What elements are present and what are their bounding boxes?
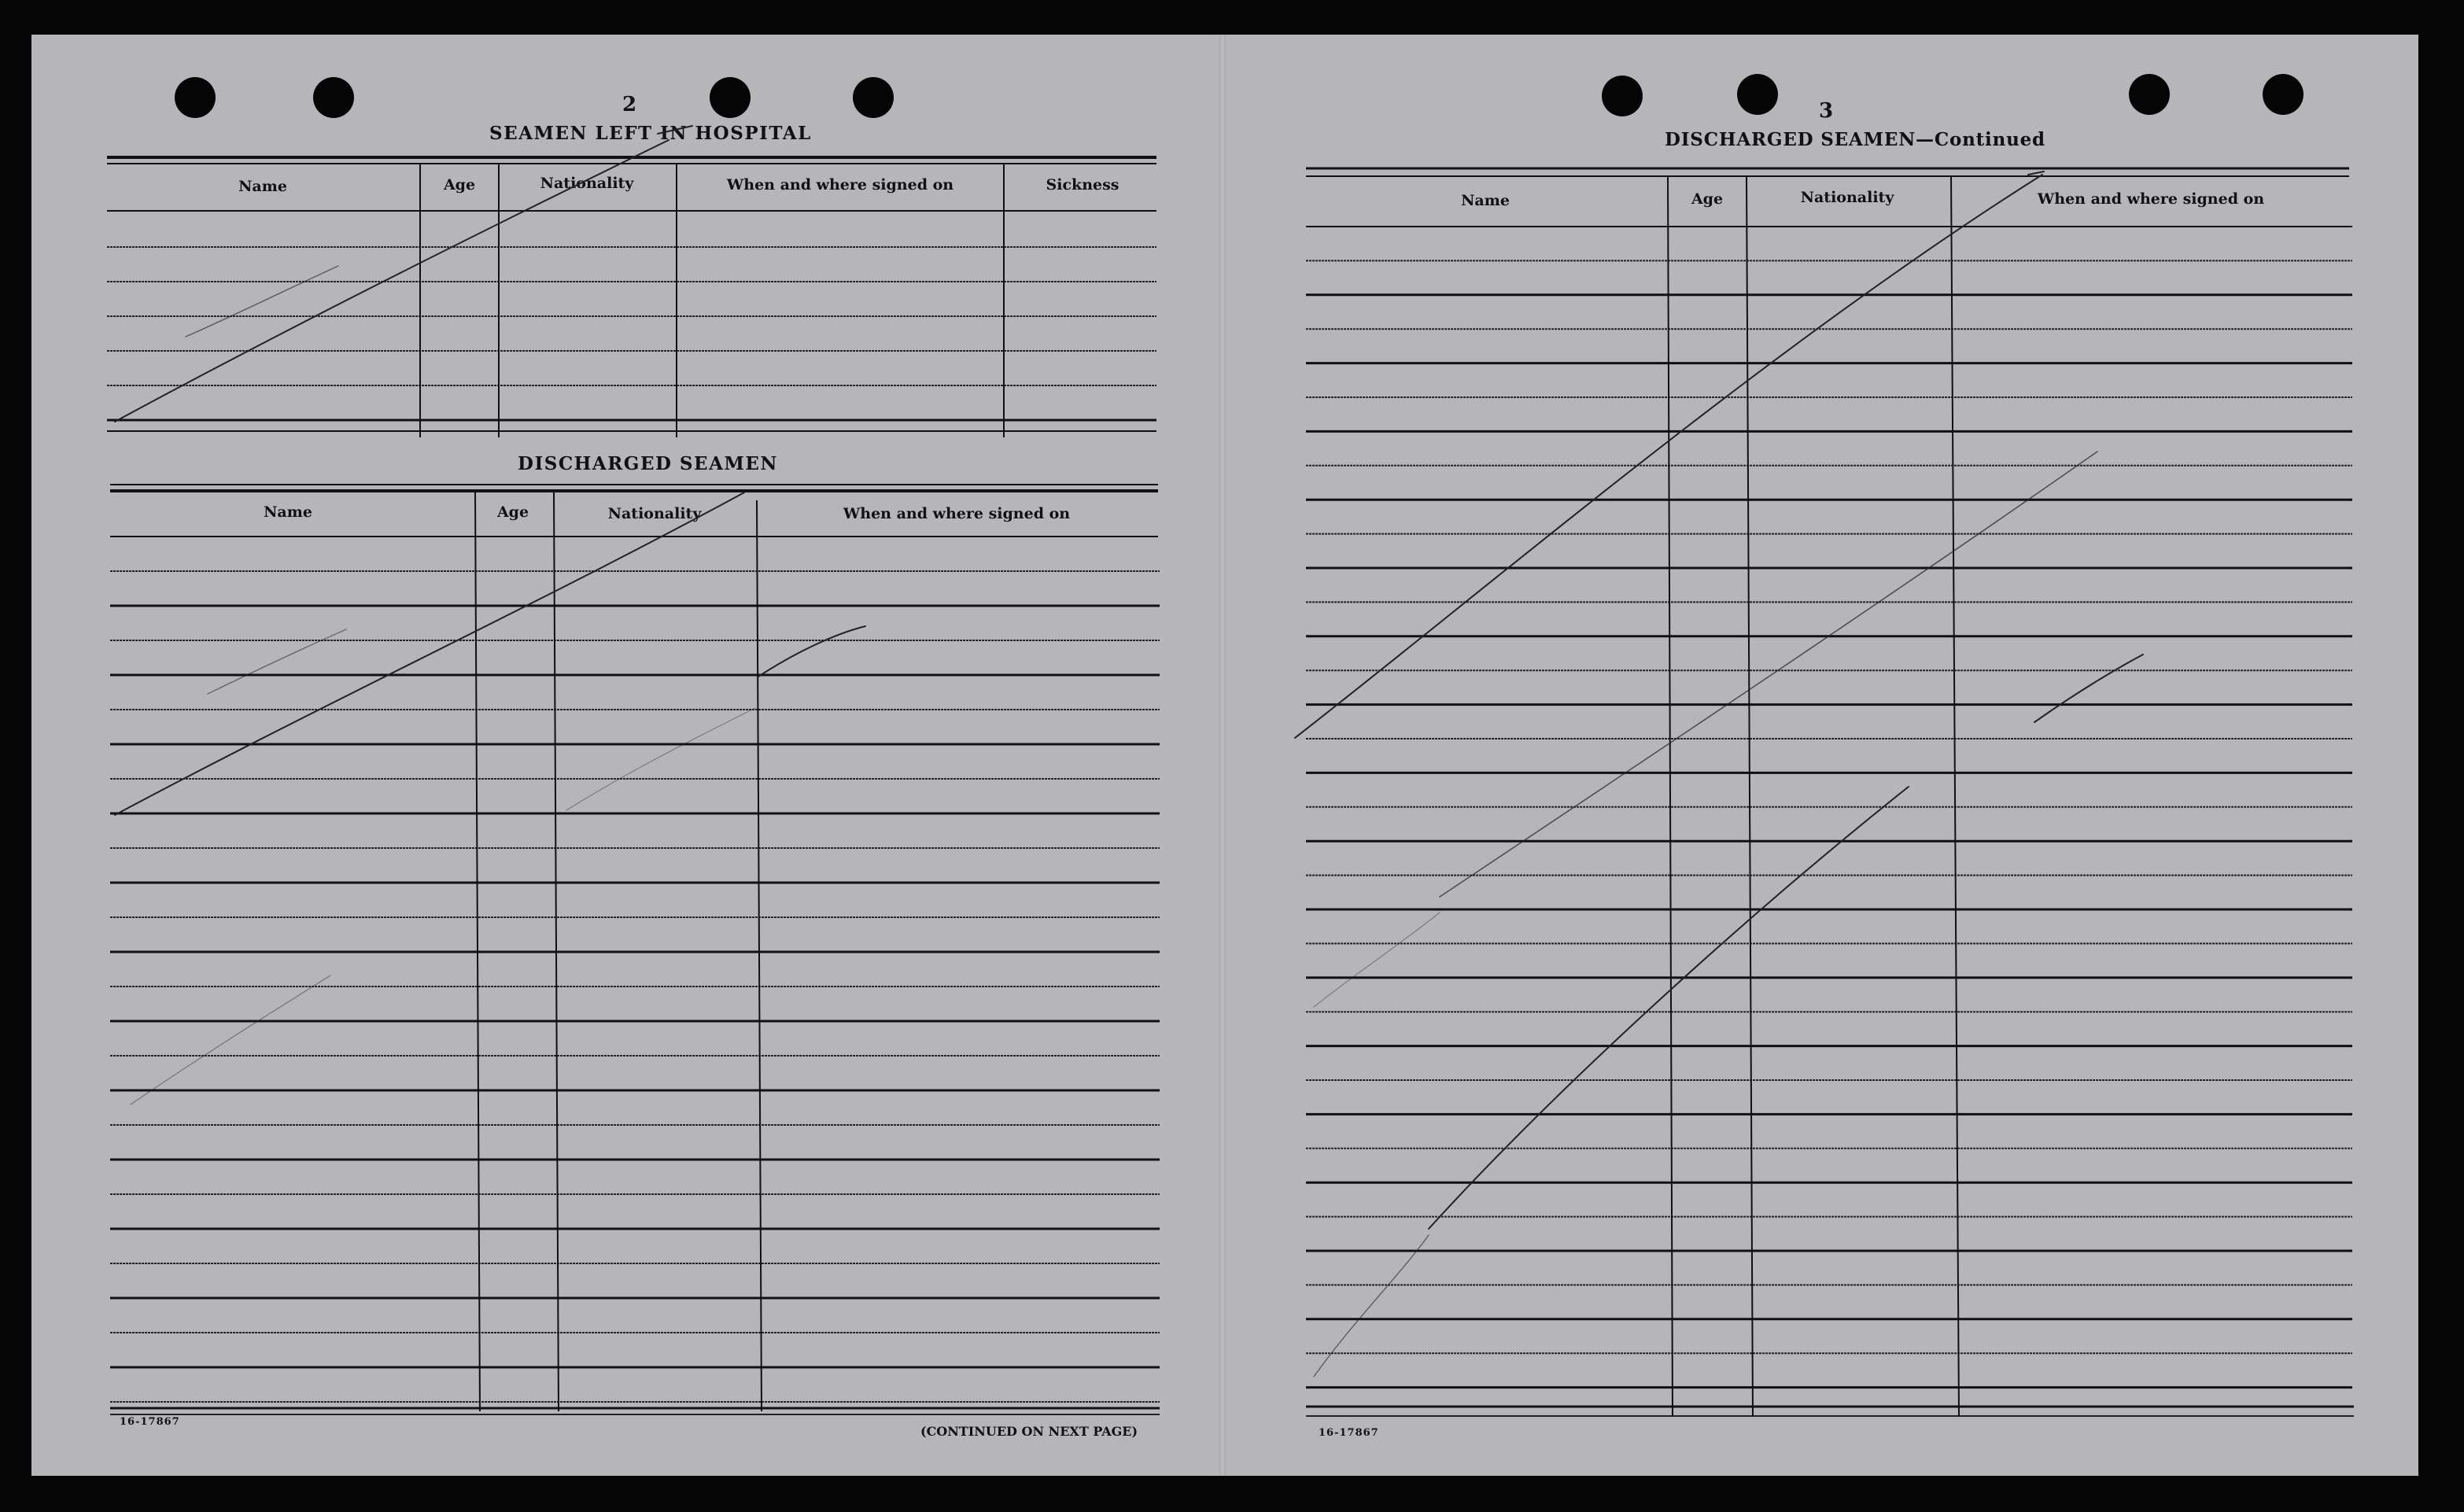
form-number-right: 16-17867 xyxy=(1319,1427,1379,1439)
binder-hole xyxy=(1737,74,1778,115)
page-number-left: 2 xyxy=(622,93,637,116)
binder-hole xyxy=(2129,74,2170,115)
binder-hole xyxy=(313,77,354,118)
binder-hole xyxy=(175,77,216,118)
binder-hole xyxy=(2263,74,2304,115)
hospital-col-nationality: Nationality xyxy=(540,175,634,192)
hospital-table xyxy=(107,154,1158,445)
binder-hole xyxy=(853,77,894,118)
binder-hole xyxy=(710,77,751,118)
discharged-table-left xyxy=(110,481,1161,1418)
right-col-signed-on: When and where signed on xyxy=(2037,190,2265,208)
page-number-right: 3 xyxy=(1819,99,1834,123)
hospital-col-sickness: Sickness xyxy=(1046,176,1119,194)
hospital-col-name: Name xyxy=(238,178,287,195)
discharged-table-right xyxy=(1306,164,2360,1422)
continued-note: (CONTINUED ON NEXT PAGE) xyxy=(920,1424,1138,1439)
hospital-col-age: Age xyxy=(443,176,476,194)
right-col-nationality: Nationality xyxy=(1800,189,1894,206)
hospital-col-signed-on: When and where signed on xyxy=(726,176,954,194)
form-number-left: 16-17867 xyxy=(120,1416,180,1428)
right-col-age: Age xyxy=(1691,190,1724,208)
discharged-col-name: Name xyxy=(264,503,312,521)
binder-hole xyxy=(1602,76,1643,116)
right-col-name: Name xyxy=(1461,192,1510,209)
discharged-section-title: DISCHARGED SEAMEN xyxy=(518,453,778,474)
discharged-col-nationality: Nationality xyxy=(607,505,702,522)
discharged-continued-title: DISCHARGED SEAMEN—Continued xyxy=(1665,129,2045,150)
page-fold xyxy=(1219,35,1226,1476)
discharged-col-signed-on: When and where signed on xyxy=(843,505,1071,522)
hospital-section-title: SEAMEN LEFT IN HOSPITAL xyxy=(489,123,812,144)
discharged-col-age: Age xyxy=(496,503,529,521)
